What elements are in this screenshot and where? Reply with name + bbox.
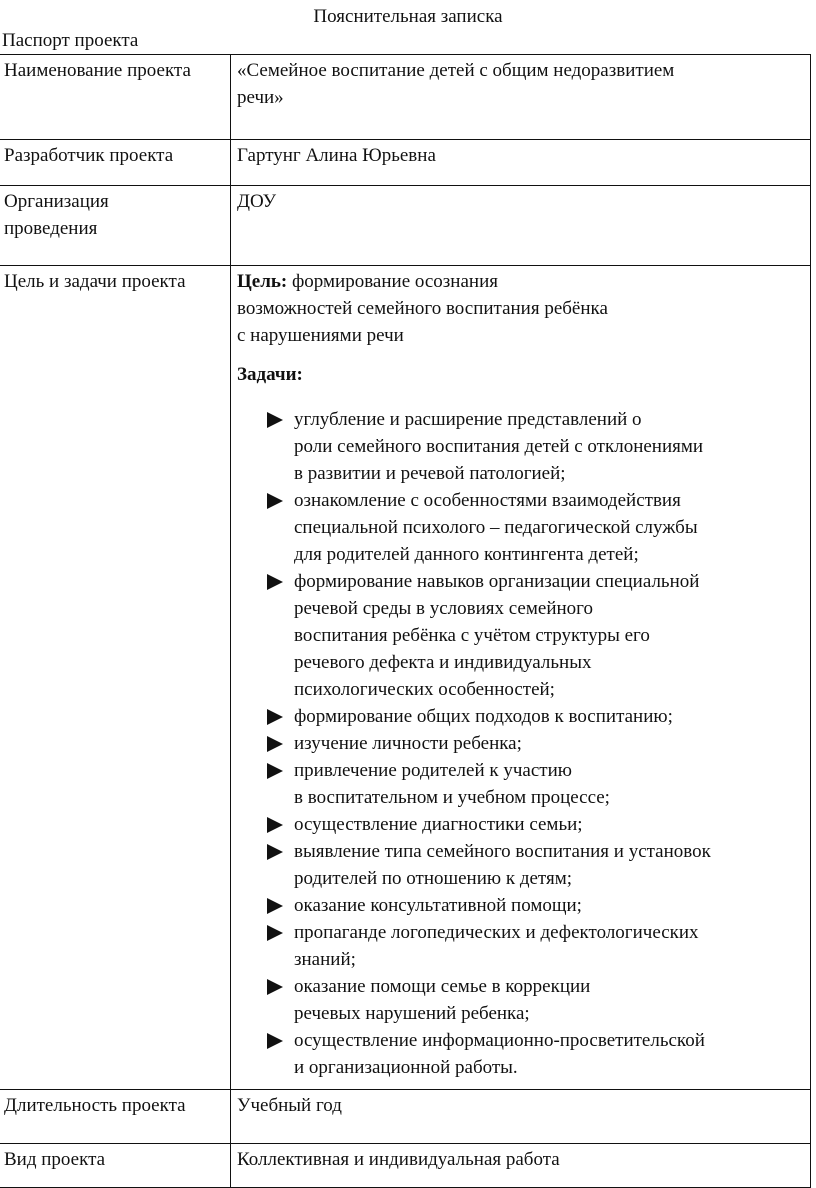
task-line: ознакомление с особенностями взаимодействия: [294, 490, 681, 511]
goal-heading: Цель:: [237, 271, 288, 292]
value-goals: [231, 266, 811, 1090]
right-triangle-icon: [267, 709, 283, 725]
task-line: формирование навыков организации специальной: [294, 571, 700, 592]
label-goals: Цель и задачи проекта: [0, 266, 231, 1090]
goal-line: [237, 268, 804, 295]
task-item: [267, 838, 804, 892]
task-line: для родителей данного контингента детей;: [294, 544, 639, 565]
task-line: выявление типа семейного воспитания и установок: [294, 841, 711, 862]
task-item: [267, 919, 804, 973]
label-type: Вид проекта: [0, 1144, 231, 1188]
task-item: [267, 757, 804, 811]
goal-line: возможностей семейного воспитания ребёнка: [237, 298, 608, 319]
task-line: знаний;: [294, 949, 356, 970]
row-goals: [0, 266, 811, 1090]
right-triangle-icon: [267, 898, 283, 914]
label-line: Организация: [4, 191, 109, 212]
value-project-name: [231, 55, 811, 140]
right-triangle-icon: [267, 493, 283, 509]
task-item: [267, 406, 804, 487]
right-triangle-icon: [267, 844, 283, 860]
section-subtitle: Паспорт проекта: [2, 30, 139, 51]
tasks-heading: [237, 361, 804, 388]
value-duration: Учебный год: [231, 1090, 811, 1144]
value-type: Коллективная и индивидуальная работа: [231, 1144, 811, 1188]
document-title: Пояснительная записка: [313, 6, 503, 27]
task-line: в воспитательном и учебном процессе;: [294, 787, 610, 808]
right-triangle-icon: [267, 412, 283, 428]
right-triangle-icon: [267, 763, 283, 779]
right-triangle-icon: [267, 736, 283, 752]
goal-text: формирование осознания: [287, 271, 498, 292]
label-project-name: Наименование проекта: [0, 55, 231, 140]
task-line: пропаганде логопедических и дефектологических: [294, 922, 699, 943]
task-line: речевых нарушений ребенка;: [294, 1003, 530, 1024]
label-organization: [0, 186, 231, 266]
task-line: осуществление диагностики семьи;: [294, 814, 583, 835]
task-line: специальной психолого – педагогической службы: [294, 517, 698, 538]
value-line: речи»: [237, 87, 284, 108]
task-item: [267, 487, 804, 568]
task-line: в развитии и речевой патологией;: [294, 463, 566, 484]
task-item: [267, 892, 804, 919]
task-item: [267, 703, 804, 730]
task-line: речевой среды в условиях семейного: [294, 598, 593, 619]
goal-line: с нарушениями речи: [237, 325, 404, 346]
tasks-list: [237, 406, 804, 1081]
label-line: проведения: [4, 218, 98, 239]
task-line: воспитания ребёнка с учётом структуры его: [294, 625, 650, 646]
task-line: роли семейного воспитания детей с отклонениями: [294, 436, 704, 457]
task-line: родителей по отношению к детям;: [294, 868, 573, 889]
task-line: оказание консультативной помощи;: [294, 895, 582, 916]
project-passport-table: [0, 54, 811, 1188]
value-line: «Семейное воспитание детей с общим недоразвитием: [237, 60, 675, 81]
task-line: оказание помощи семье в коррекции: [294, 976, 591, 997]
label-duration: Длительность проекта: [0, 1090, 231, 1144]
task-item: [267, 973, 804, 1027]
right-triangle-icon: [267, 979, 283, 995]
task-item: [267, 568, 804, 703]
task-line: формирование общих подходов к воспитанию;: [294, 706, 673, 727]
task-line: и организационной работы.: [294, 1057, 518, 1078]
tasks-heading-text: Задачи:: [237, 364, 303, 385]
right-triangle-icon: [267, 1033, 283, 1049]
right-triangle-icon: [267, 925, 283, 941]
row-organization: [0, 186, 811, 266]
task-line: осуществление информационно-просветительской: [294, 1030, 705, 1051]
row-duration: [0, 1090, 811, 1144]
value-developer: Гартунг Алина Юрьевна: [231, 140, 811, 186]
task-line: речевого дефекта и индивидуальных: [294, 652, 592, 673]
task-item: [267, 1027, 804, 1081]
right-triangle-icon: [267, 574, 283, 590]
label-developer: Разработчик проекта: [0, 140, 231, 186]
task-line: привлечение родителей к участию: [294, 760, 572, 781]
value-organization: ДОУ: [231, 186, 811, 266]
task-line: психологических особенностей;: [294, 679, 555, 700]
task-item: [267, 730, 804, 757]
goal-block: [237, 268, 804, 349]
right-triangle-icon: [267, 817, 283, 833]
task-item: [267, 811, 804, 838]
task-line: углубление и расширение представлений о: [294, 409, 642, 430]
row-type: [0, 1144, 811, 1188]
row-developer: [0, 140, 811, 186]
row-project-name: [0, 55, 811, 140]
task-line: изучение личности ребенка;: [294, 733, 522, 754]
